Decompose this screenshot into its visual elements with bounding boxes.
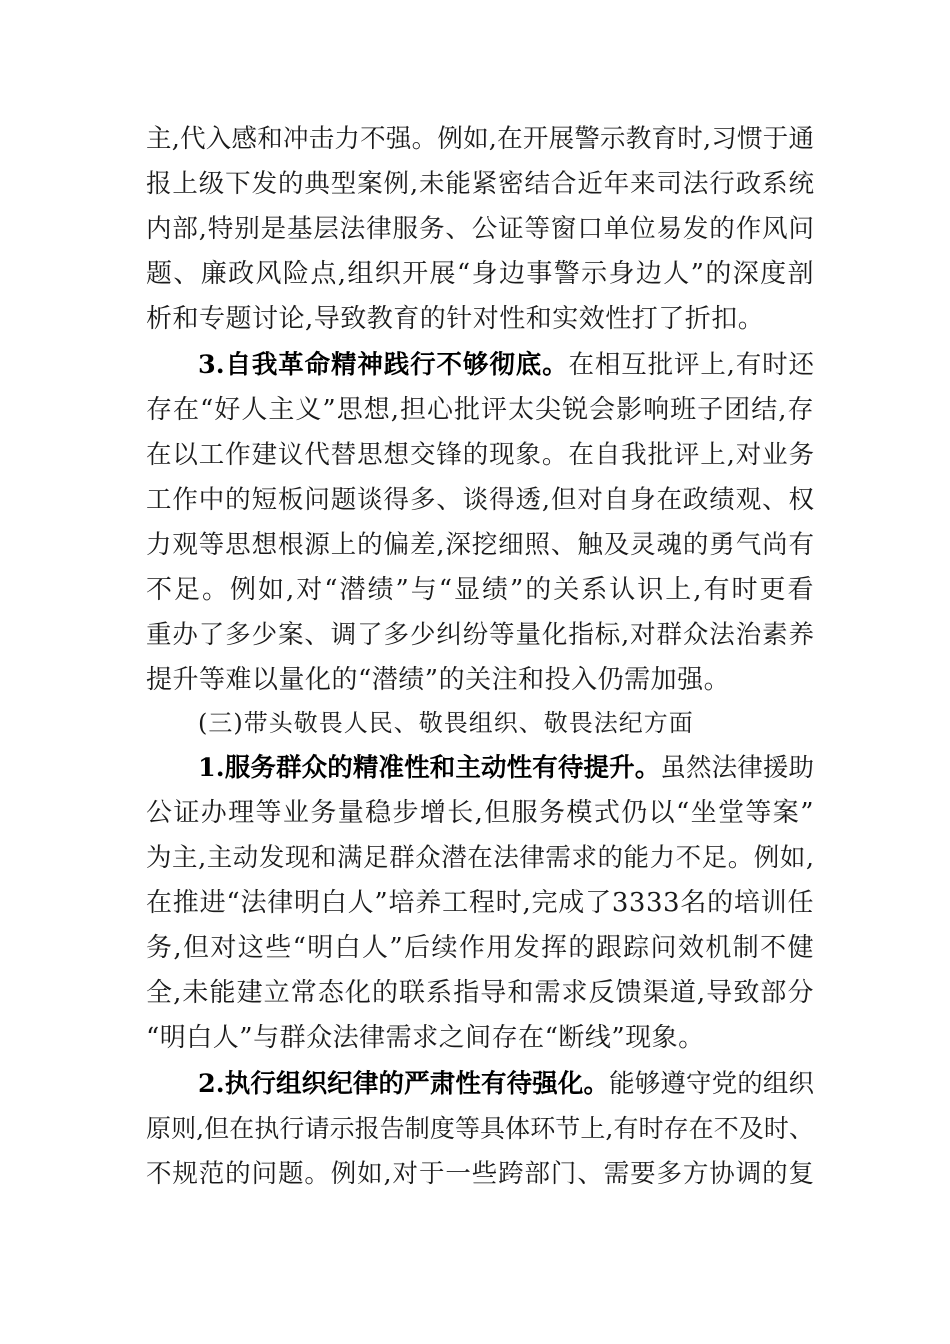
text-line: 析和专题讨论,导致教育的针对性和实效性打了折扣。 (146, 304, 765, 334)
text-line: 工作中的短板问题谈得多、谈得透,但对自身在政绩观、权 (146, 485, 814, 515)
text-line: 题、廉政风险点,组织开展“身边事警示身边人”的深度剖 (146, 259, 814, 289)
paragraph-heading: 2.执行组织纪律的严肃性有待强化。 (198, 1069, 610, 1099)
text-line: 原则,但在执行请示报告制度等具体环节上,有时存在不及时、 (146, 1114, 814, 1143)
paragraph-text: 虽然法律援助 (660, 753, 814, 783)
text-line: 重办了多少案、调了多少纠纷等量化指标,对群众法治素养 (146, 620, 814, 650)
text-line: 为主,主动发现和满足群众潜在法律需求的能力不足。例如, (146, 843, 814, 873)
paragraph-heading: 3.自我革命精神践行不够彻底。 (198, 350, 569, 380)
paragraph-heading: 1.服务群众的精准性和主动性有待提升。 (198, 753, 661, 783)
text-line: 不规范的问题。例如,对于一些跨部门、需要多方协调的复 (146, 1159, 814, 1189)
text-line: “明白人”与群众法律需求之间存在“断线”现象。 (146, 1023, 705, 1053)
text-line: 全,未能建立常态化的联系指导和需求反馈渠道,导致部分 (146, 978, 814, 1008)
text-line: 不足。例如,对“潜绩”与“显绩”的关系认识上,有时更看 (146, 575, 814, 605)
text-line: 在推进“法律明白人”培养工程时,完成了3333名的培训任 (146, 888, 814, 918)
paragraph-text: 在相互批评上,有时还 (568, 350, 815, 380)
text-line: 公证办理等业务量稳步增长,但服务模式仍以“坐堂等案” (146, 798, 814, 828)
text-line: 主,代入感和冲击力不强。例如,在开展警示教育时,习惯于通 (146, 124, 814, 154)
text-line: 内部,特别是基层法律服务、公证等窗口单位易发的作风问 (146, 214, 814, 244)
paragraph-text: 能够遵守党的组织 (609, 1069, 814, 1099)
text-line: 力观等思想根源上的偏差,深挖细照、触及灵魂的勇气尚有 (146, 530, 814, 560)
text-line: 提升等难以量化的“潜绩”的关注和投入仍需加强。 (146, 665, 731, 695)
text-line: 在以工作建议代替思想交锋的现象。在自我批评上,对业务 (146, 440, 814, 470)
text-line: 务,但对这些“明白人”后续作用发挥的跟踪问效机制不健 (146, 933, 814, 963)
paragraph-first-line (198, 748, 814, 788)
paragraph-first-line (198, 1064, 814, 1104)
paragraph-first-line (198, 345, 814, 385)
text-line: 存在“好人主义”思想,担心批评太尖锐会影响班子团结,存 (146, 395, 814, 425)
text-line: 报上级下发的典型案例,未能紧密结合近年来司法行政系统 (146, 169, 814, 199)
section-heading: (三)带头敬畏人民、敬畏组织、敬畏法纪方面 (198, 709, 694, 737)
